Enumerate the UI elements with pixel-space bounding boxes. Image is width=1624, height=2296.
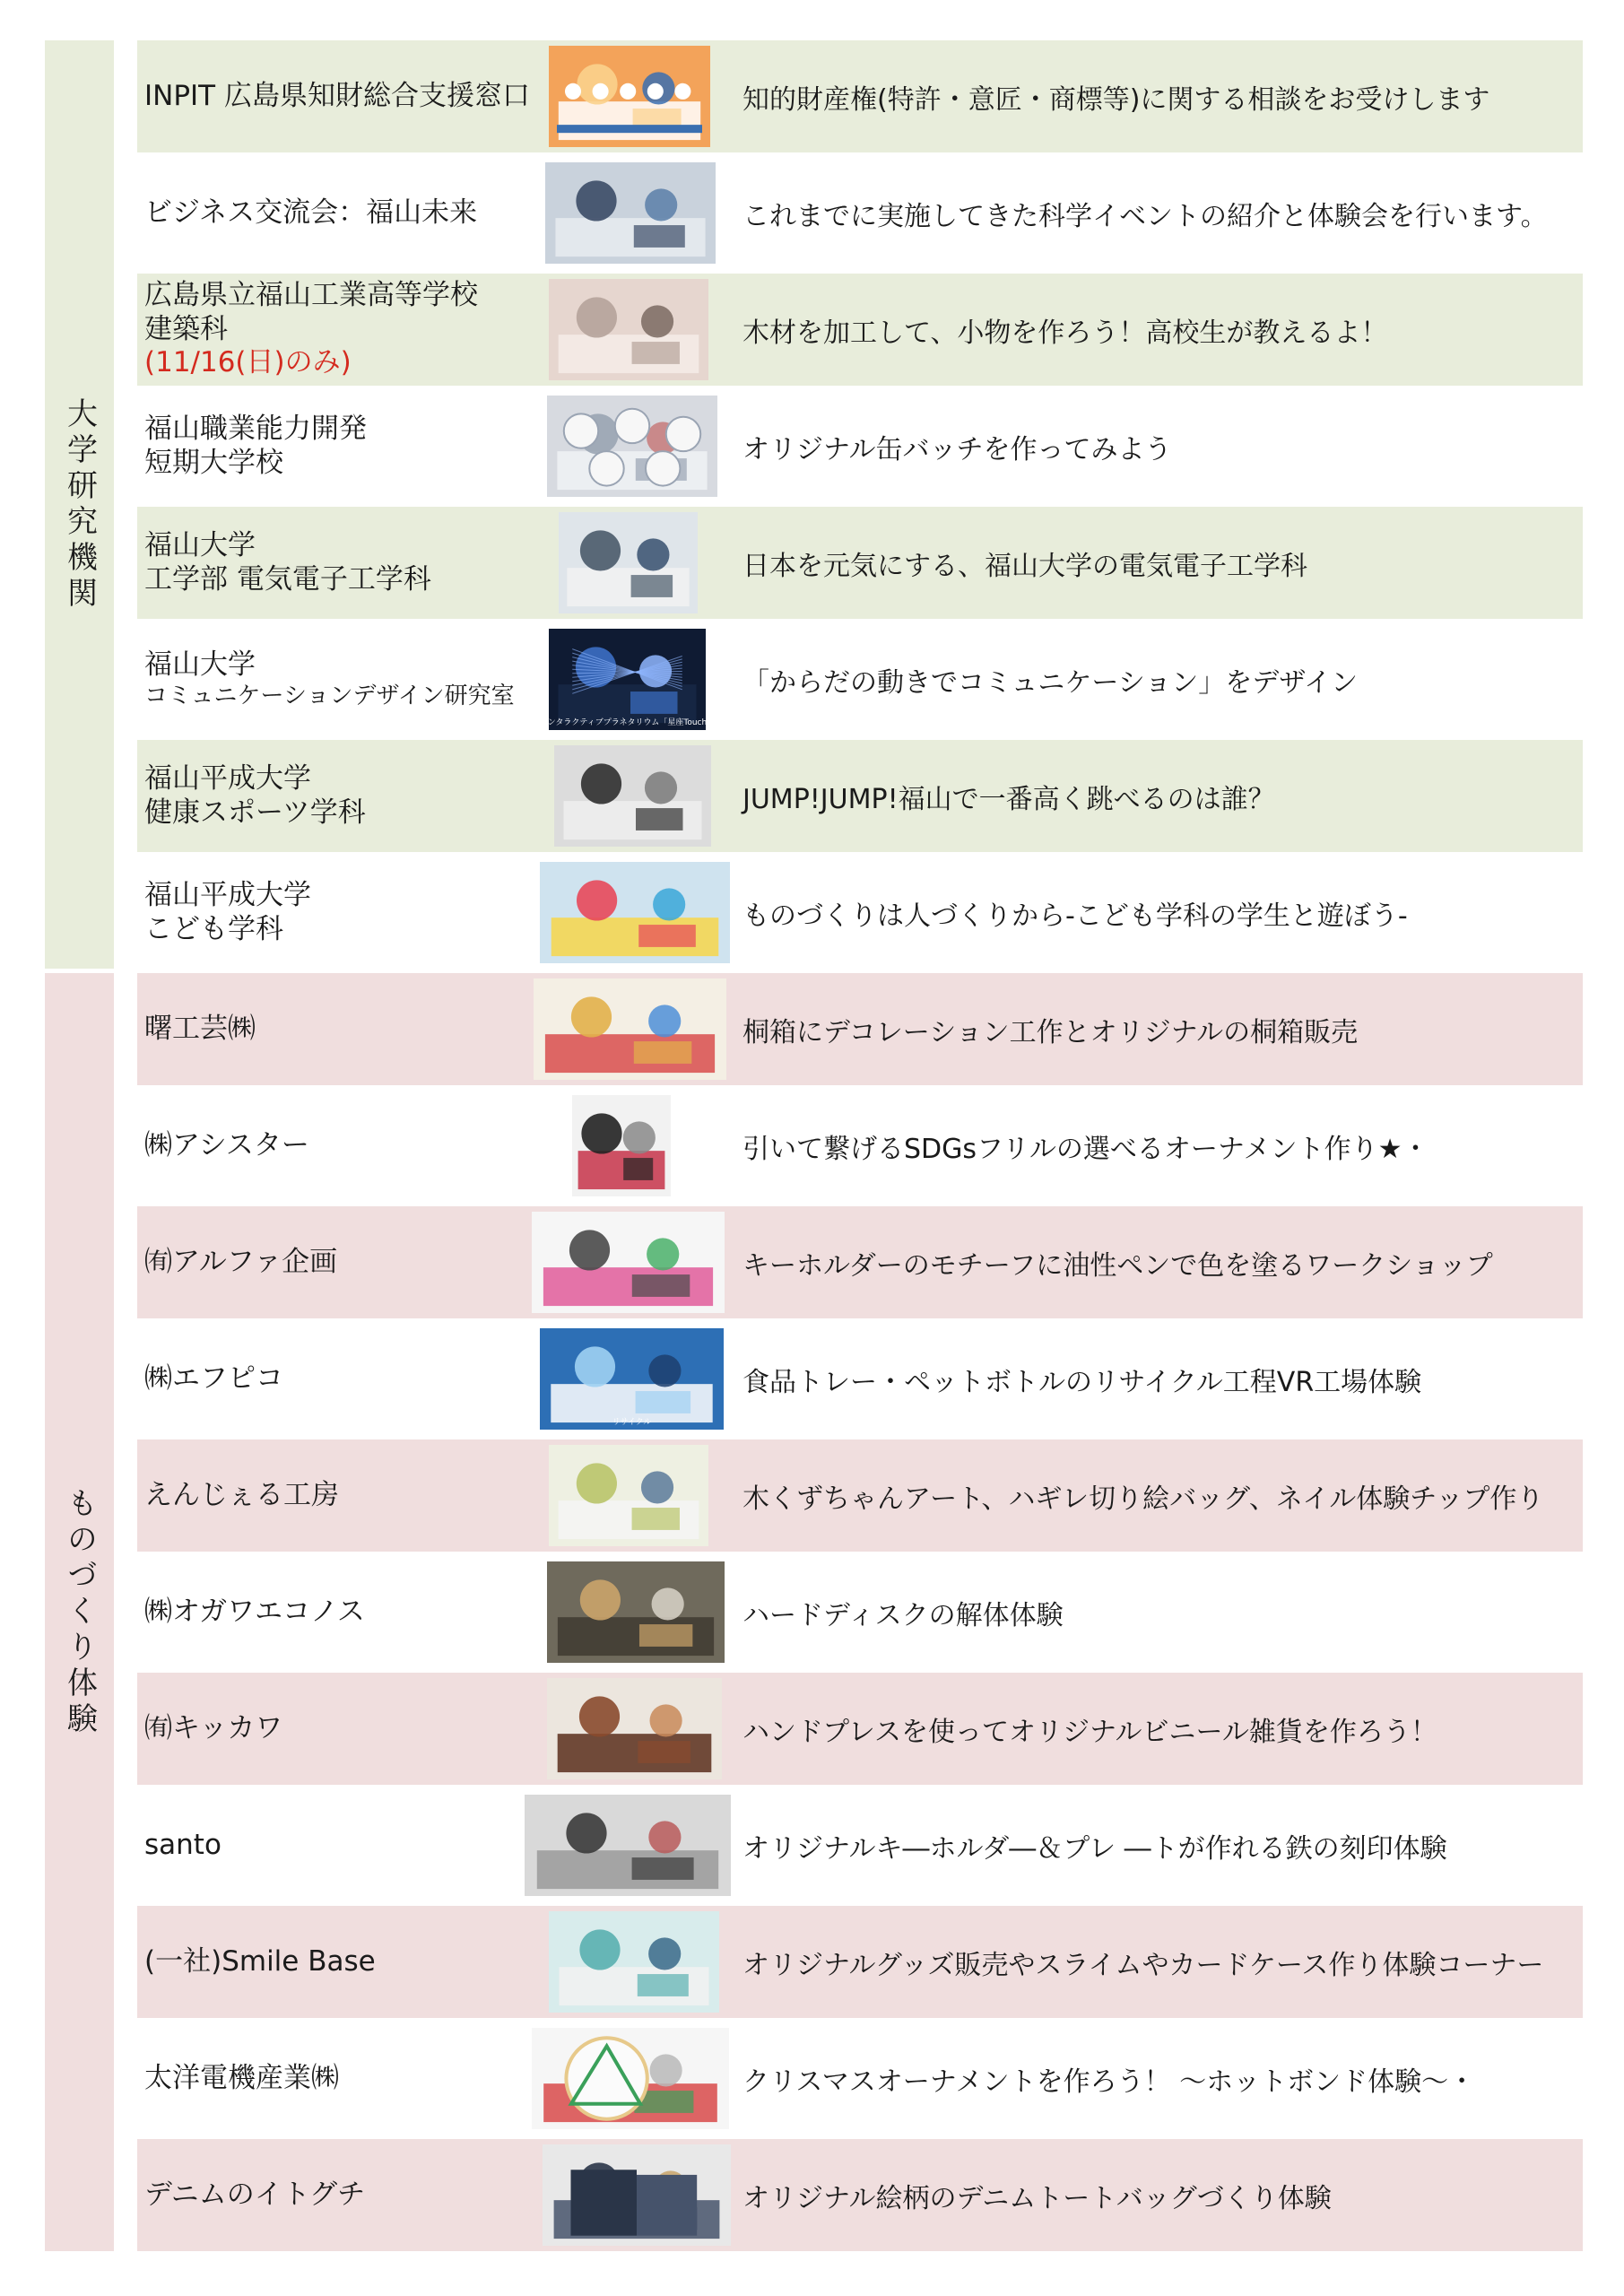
exhibit-description: 知的財産権(特許・意匠・商標等)に関する相談をお受けします	[743, 83, 1490, 116]
exhibitor-name	[144, 1556, 543, 1668]
projection-photo	[539, 629, 716, 730]
exhibitor-name	[144, 973, 543, 1085]
exhibitor-name	[144, 740, 543, 852]
keychain-photo	[532, 1212, 725, 1313]
exhibitor-name	[144, 40, 543, 152]
exhibitor-name	[144, 157, 543, 269]
exhibitor-name-line: ㈲アルファ企画	[144, 1245, 338, 1278]
exhibitor-name-line: ㈱オガワエコノス	[144, 1595, 365, 1628]
exhibitor-name	[144, 2139, 543, 2251]
exhibitor-name-line: ㈲キッカワ	[144, 1711, 283, 1744]
exhibitor-name	[144, 1206, 543, 1318]
art-bag-photo	[549, 1445, 708, 1546]
exhibitor-name-line: ㈱エフピコ	[144, 1361, 283, 1395]
exhibitor-name-line: ㈱アシスター	[144, 1128, 309, 1161]
exhibit-description: クリスマスオーナメントを作ろう！ ～ホットボンド体験～・	[743, 2066, 1476, 2098]
exhibitor-row	[137, 973, 1583, 1085]
exhibitor-row	[137, 2139, 1583, 2251]
category-label	[45, 973, 114, 2251]
exhibitor-name-line: デニムのイトグチ	[144, 2178, 366, 2211]
exhibitor-name	[144, 2022, 543, 2135]
exhibitor-name-line: 福山大学	[144, 528, 256, 561]
exhibitor-row	[137, 1206, 1583, 1318]
exhibitor-name	[144, 274, 543, 386]
exhibitor-name-line: 建築科	[144, 312, 228, 345]
wood-craft-photo	[549, 279, 708, 380]
jump-photo	[554, 745, 711, 847]
frill-ornament-photo	[572, 1095, 671, 1196]
exhibitor-name	[144, 623, 543, 735]
exhibitor-name	[144, 390, 543, 502]
exhibitor-name-line: 太洋電機産業㈱	[144, 2061, 339, 2094]
exhibit-description: キーホルダーのモチーフに油性ペンで色を塗るワークショップ	[743, 1249, 1493, 1282]
exhibitor-row	[137, 857, 1583, 969]
disassembly-photo	[547, 1561, 725, 1663]
science-event-photo	[545, 162, 716, 264]
exhibitor-name	[144, 1906, 543, 2018]
exhibitor-row	[137, 1789, 1583, 1901]
ornament-glue-gun-photo	[532, 2028, 729, 2129]
exhibitor-row	[137, 1556, 1583, 1668]
denim-tote-photo	[543, 2144, 731, 2246]
exhibitor-name-subline: コミュニケーションデザイン研究室	[144, 682, 515, 709]
exhibitor-name	[144, 1323, 543, 1435]
exhibitor-name-line: 広島県立福山工業高等学校	[144, 278, 478, 311]
exhibitor-row	[137, 740, 1583, 852]
exhibit-description: これまでに実施してきた科学イベントの紹介と体験会を行います。	[743, 200, 1548, 232]
exhibitor-name	[144, 1090, 543, 1202]
exhibitor-name-line: INPIT 広島県知財総合支援窓口	[144, 79, 530, 112]
exhibitor-row	[137, 1906, 1583, 2018]
exhibitor-row	[137, 507, 1583, 619]
exhibit-description: ハードディスクの解体体験	[743, 1599, 1064, 1631]
exhibitor-row	[137, 1323, 1583, 1435]
badge-photo	[547, 396, 717, 497]
decorated-box-photo	[534, 978, 726, 1080]
category-label	[45, 40, 114, 969]
exhibitor-row	[137, 1673, 1583, 1785]
exhibitor-name	[144, 1439, 543, 1552]
exhibitor-row	[137, 274, 1583, 386]
exhibit-description: JUMP!JUMP!福山で一番高く跳べるのは誰？	[743, 783, 1275, 815]
svg-text:インタラクティブプラネタリウム「星座Touch」: インタラクティブプラネタリウム「星座Touch」	[539, 718, 716, 727]
exhibitor-name-line: 健康スポーツ学科	[144, 796, 366, 829]
exhibitor-name-line: 福山平成大学	[144, 878, 311, 911]
exhibit-description: 木材を加工して、小物を作ろう！高校生が教えるよ！	[743, 317, 1388, 349]
exhibitor-name-line: (一社)Smile Base	[144, 1944, 376, 1978]
exhibitor-name	[144, 857, 543, 969]
exhibitor-name	[144, 1789, 543, 1901]
date-note: (11/16(日)のみ)	[144, 346, 352, 379]
exhibitor-name-line: 福山職業能力開発	[144, 412, 367, 445]
exhibitor-name	[144, 507, 543, 619]
exhibit-description: ものづくりは人づくりから-こども学科の学生と遊ぼう-	[743, 900, 1408, 932]
exhibitor-name-line: 福山平成大学	[144, 761, 311, 795]
exhibit-description: 引いて繋げるSDGsフリルの選べるオーナメント作り★・	[743, 1133, 1429, 1165]
exhibit-description: 木くずちゃんアート、ハギレ切り絵バッグ、ネイル体験チップ作り	[743, 1483, 1544, 1515]
exhibit-description: オリジナル絵柄のデニムトートバッグづくり体験	[743, 2182, 1332, 2214]
svg-text:リサイクル: リサイクル	[612, 1418, 652, 1427]
exhibitor-row	[137, 623, 1583, 735]
exhibitor-name-line: 福山大学	[144, 648, 256, 681]
exhibit-description: オリジナルキ―ホルダ―＆プレ ―トが作れる鉄の刻印体験	[743, 1832, 1447, 1865]
exhibitor-row	[137, 40, 1583, 152]
exhibitor-name-line: 短期大学校	[144, 446, 283, 479]
booth-photo	[549, 1911, 719, 2013]
exhibitor-name-line: ビジネス交流会：福山未来	[144, 196, 478, 229]
exhibit-description: オリジナルグッズ販売やスライムやカードケース作り体験コーナー	[743, 1949, 1544, 1981]
exhibitor-name-line: えんじぇる工房	[144, 1478, 339, 1511]
exhibitor-name-line: こども学科	[144, 912, 283, 945]
vinyl-goods-photo	[547, 1678, 722, 1779]
recycle-vr-poster	[540, 1328, 724, 1430]
stamping-photo	[525, 1795, 731, 1896]
exhibitor-name-line: 工学部 電気電子工学科	[144, 562, 431, 596]
exhibitor-row	[137, 2022, 1583, 2135]
exhibitor-row	[137, 1439, 1583, 1552]
exhibit-description: 日本を元気にする、福山大学の電気電子工学科	[743, 550, 1307, 582]
exhibitor-name-line: santo	[144, 1828, 221, 1861]
category-label-text: ものづくり体験	[61, 1486, 98, 1738]
poster-thumbnail	[549, 46, 710, 147]
exhibit-description: 桐箱にデコレーション工作とオリジナルの桐箱販売	[743, 1016, 1359, 1048]
exhibitor-row	[137, 390, 1583, 502]
kids-booth-photo	[540, 862, 730, 963]
exhibit-description: 食品トレー・ペットボトルのリサイクル工程VR工場体験	[743, 1366, 1422, 1398]
category-label-text: 大学研究機関	[61, 396, 98, 613]
exhibit-description: オリジナル缶バッチを作ってみよう	[743, 433, 1172, 465]
exhibitor-row	[137, 1090, 1583, 1202]
exhibitor-row	[137, 157, 1583, 269]
exhibitor-name-line: 曙工芸㈱	[144, 1012, 256, 1045]
exhibit-description: 「からだの動きでコミュニケーション」をデザイン	[743, 666, 1359, 699]
lab-photo	[559, 512, 698, 613]
exhibit-description: ハンドプレスを使ってオリジナルビニール雑貨を作ろう！	[743, 1716, 1437, 1748]
exhibitor-name	[144, 1673, 543, 1785]
